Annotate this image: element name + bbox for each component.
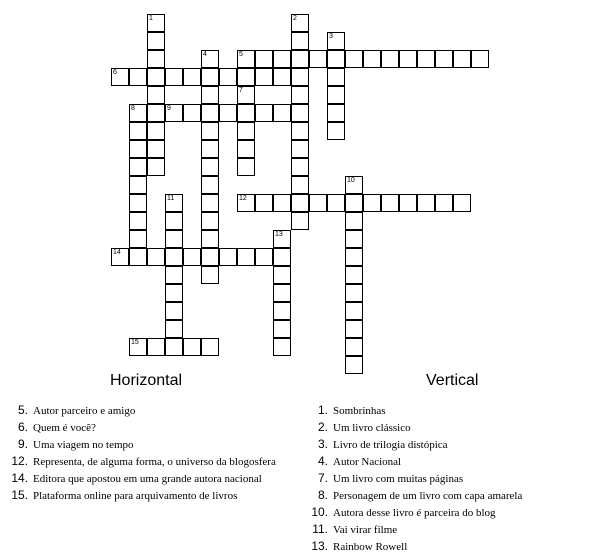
grid-cell[interactable] [345,248,363,266]
clue-number: 15. [11,488,28,502]
clue-text: Autor Nacional [333,456,402,468]
grid-cell[interactable] [183,338,201,356]
grid-cell[interactable] [255,194,273,212]
grid-cell[interactable] [345,284,363,302]
cell-number: 8 [131,105,135,112]
grid-cell[interactable] [147,32,165,50]
grid-cell[interactable] [255,248,273,266]
grid-cell[interactable] [471,50,489,68]
clue-text: Autor parceiro e amigo [33,405,136,417]
grid-cell[interactable] [111,68,129,86]
grid-cell[interactable] [129,122,147,140]
grid-cell[interactable] [237,140,255,158]
grid-cell[interactable] [345,230,363,248]
grid-cell[interactable] [345,50,363,68]
clue-text: Editora que apostou em uma grande autora nacional [33,473,262,485]
grid-cell[interactable] [201,230,219,248]
clue-down-3 [306,436,522,453]
clue-down-8 [306,487,522,504]
grid-cell[interactable] [399,194,417,212]
clue-across-9 [6,436,276,453]
cell-number: 11 [167,195,175,202]
grid-cell[interactable] [201,248,219,266]
grid-cell[interactable] [291,140,309,158]
grid-cell[interactable] [111,248,129,266]
clue-number: 2. [317,420,328,434]
grid-cell[interactable] [273,194,291,212]
grid-cell[interactable] [201,194,219,212]
clue-number: 13. [311,539,328,553]
grid-cell[interactable] [345,338,363,356]
grid-cell[interactable] [201,86,219,104]
grid-cell[interactable] [273,302,291,320]
grid-cell[interactable] [219,104,237,122]
grid-cell[interactable] [291,68,309,86]
grid-cell[interactable] [291,32,309,50]
grid-cell[interactable] [327,194,345,212]
grid-cell[interactable] [165,248,183,266]
grid-cell[interactable] [345,212,363,230]
grid-cell[interactable] [165,320,183,338]
clue-text: Autora desse livro é parceira do blog [333,507,496,519]
cell-number: 15 [131,339,139,346]
grid-cell[interactable] [237,68,255,86]
grid-cell[interactable] [183,248,201,266]
grid-cell[interactable] [435,194,453,212]
grid-cell[interactable] [129,248,147,266]
grid-cell[interactable] [237,158,255,176]
cell-number: 3 [329,33,333,40]
grid-cell[interactable] [291,176,309,194]
clue-number: 7. [317,471,328,485]
clue-number: 4. [317,454,328,468]
grid-cell[interactable] [345,194,363,212]
grid-cell[interactable] [273,230,291,248]
grid-cell[interactable] [327,50,345,68]
horizontal-heading: Horizontal [110,372,183,389]
grid-cell[interactable] [291,86,309,104]
grid-cell[interactable] [273,266,291,284]
grid-cell[interactable] [183,68,201,86]
clue-text: Plataforma online para arquivamento de livros [33,490,238,502]
grid-cell[interactable] [237,248,255,266]
grid-cell[interactable] [129,194,147,212]
grid-cell[interactable] [129,212,147,230]
grid-cell[interactable] [327,104,345,122]
grid-cell[interactable] [237,86,255,104]
grid-cell[interactable] [129,338,147,356]
grid-cell[interactable] [165,266,183,284]
grid-cell[interactable] [273,104,291,122]
grid-cell[interactable] [399,50,417,68]
grid-cell[interactable] [363,50,381,68]
cell-number: 2 [293,15,297,22]
grid-cell[interactable] [183,104,201,122]
grid-cell[interactable] [255,68,273,86]
clue-text: Quem é você? [33,422,96,434]
clue-number: 3. [317,437,328,451]
grid-cell[interactable] [201,68,219,86]
grid-cell[interactable] [165,68,183,86]
grid-cell[interactable] [273,50,291,68]
grid-cell[interactable] [129,230,147,248]
grid-cell[interactable] [147,122,165,140]
grid-cell[interactable] [201,158,219,176]
clue-text: Um livro clássico [333,422,411,434]
clue-across-5 [6,402,276,419]
grid-cell[interactable] [309,194,327,212]
grid-cell[interactable] [165,284,183,302]
grid-cell[interactable] [165,338,183,356]
grid-cell[interactable] [201,122,219,140]
grid-cell[interactable] [165,194,183,212]
grid-cell[interactable] [237,122,255,140]
grid-cell[interactable] [237,50,255,68]
cell-number: 12 [239,195,247,202]
grid-cell[interactable] [327,86,345,104]
grid-cell[interactable] [147,248,165,266]
grid-cell[interactable] [129,140,147,158]
grid-cell[interactable] [201,266,219,284]
grid-cell[interactable] [219,248,237,266]
clue-text: Personagem de um livro com capa amarela [333,490,523,502]
cell-number: 5 [239,51,243,58]
grid-cell[interactable] [147,104,165,122]
clue-text: Livro de trilogia distópica [333,439,448,451]
cell-number: 7 [239,87,243,94]
grid-cell[interactable] [237,194,255,212]
grid-cell[interactable] [291,194,309,212]
cell-number: 13 [275,231,283,238]
clue-text: Uma viagem no tempo [33,439,134,451]
cell-number: 9 [167,105,171,112]
grid-cell[interactable] [345,302,363,320]
clue-text: Rainbow Rowell [333,541,408,553]
clue-down-10 [306,504,522,521]
vertical-heading: Vertical [426,372,479,389]
grid-cell[interactable] [435,50,453,68]
grid-cell[interactable] [201,212,219,230]
clue-number: 9. [17,437,28,451]
clue-down-13 [306,538,522,555]
grid-cell[interactable] [147,14,165,32]
grid-cell[interactable] [147,68,165,86]
grid-cell[interactable] [453,50,471,68]
grid-cell[interactable] [327,68,345,86]
cell-number: 10 [347,177,355,184]
grid-cell[interactable] [129,158,147,176]
grid-cell[interactable] [165,302,183,320]
across-clue-list [6,402,276,504]
grid-cell[interactable] [345,266,363,284]
clue-across-6 [6,419,276,436]
cell-number: 4 [203,51,207,58]
clue-number: 14. [11,471,28,485]
grid-cell[interactable] [165,230,183,248]
grid-cell[interactable] [417,50,435,68]
grid-cell[interactable] [291,50,309,68]
clue-down-7 [306,470,522,487]
clue-across-14 [6,470,276,487]
grid-cell[interactable] [201,176,219,194]
grid-cell[interactable] [201,338,219,356]
grid-cell[interactable] [147,140,165,158]
clue-number: 5. [17,403,28,417]
clue-text: Vai virar filme [333,524,398,536]
grid-cell[interactable] [273,68,291,86]
grid-cell[interactable] [129,104,147,122]
grid-cell[interactable] [201,50,219,68]
grid-cell[interactable] [255,50,273,68]
grid-cell[interactable] [309,50,327,68]
grid-cell[interactable] [147,158,165,176]
grid-cell[interactable] [381,50,399,68]
grid-cell[interactable] [273,338,291,356]
grid-cell[interactable] [291,212,309,230]
clue-number: 10. [311,505,328,519]
grid-cell[interactable] [291,158,309,176]
grid-cell[interactable] [273,320,291,338]
clue-down-4 [306,453,522,470]
clue-text: Um livro com muitas páginas [333,473,464,485]
clue-down-11 [306,521,522,538]
grid-cell[interactable] [219,68,237,86]
grid-cell[interactable] [273,284,291,302]
grid-cell[interactable] [201,104,219,122]
grid-cell[interactable] [291,104,309,122]
clue-number: 8. [317,488,328,502]
grid-cell[interactable] [165,104,183,122]
clue-text: Sombrinhas [333,405,386,417]
clue-across-15 [6,487,276,504]
grid-cell[interactable] [255,104,273,122]
grid-cell[interactable] [129,68,147,86]
grid-cell[interactable] [147,86,165,104]
grid-cell[interactable] [381,194,399,212]
grid-cell[interactable] [147,50,165,68]
clue-number: 1. [317,403,328,417]
grid-cell[interactable] [291,122,309,140]
clue-number: 6. [17,420,28,434]
grid-cell[interactable] [147,338,165,356]
cell-number: 1 [149,15,153,22]
grid-cell[interactable] [237,104,255,122]
grid-cell[interactable] [345,176,363,194]
grid-cell[interactable] [201,140,219,158]
clue-text: Representa, de alguma forma, o universo da blogosfera [33,456,276,468]
cell-number: 6 [113,69,117,76]
clue-across-12 [6,453,276,470]
grid-cell[interactable] [417,194,435,212]
grid-cell[interactable] [273,248,291,266]
down-clue-list [306,402,522,555]
grid-cell[interactable] [363,194,381,212]
clue-down-2 [306,419,522,436]
grid-cell[interactable] [345,320,363,338]
grid-cell[interactable] [129,176,147,194]
grid-cell[interactable] [345,356,363,374]
cell-number: 14 [113,249,121,256]
grid-cell[interactable] [327,122,345,140]
grid-cell[interactable] [165,212,183,230]
grid-cell[interactable] [453,194,471,212]
grid-cell[interactable] [327,32,345,50]
clue-down-1 [306,402,522,419]
clue-number: 11. [312,522,328,536]
clue-number: 12. [11,454,28,468]
grid-cell[interactable] [291,14,309,32]
